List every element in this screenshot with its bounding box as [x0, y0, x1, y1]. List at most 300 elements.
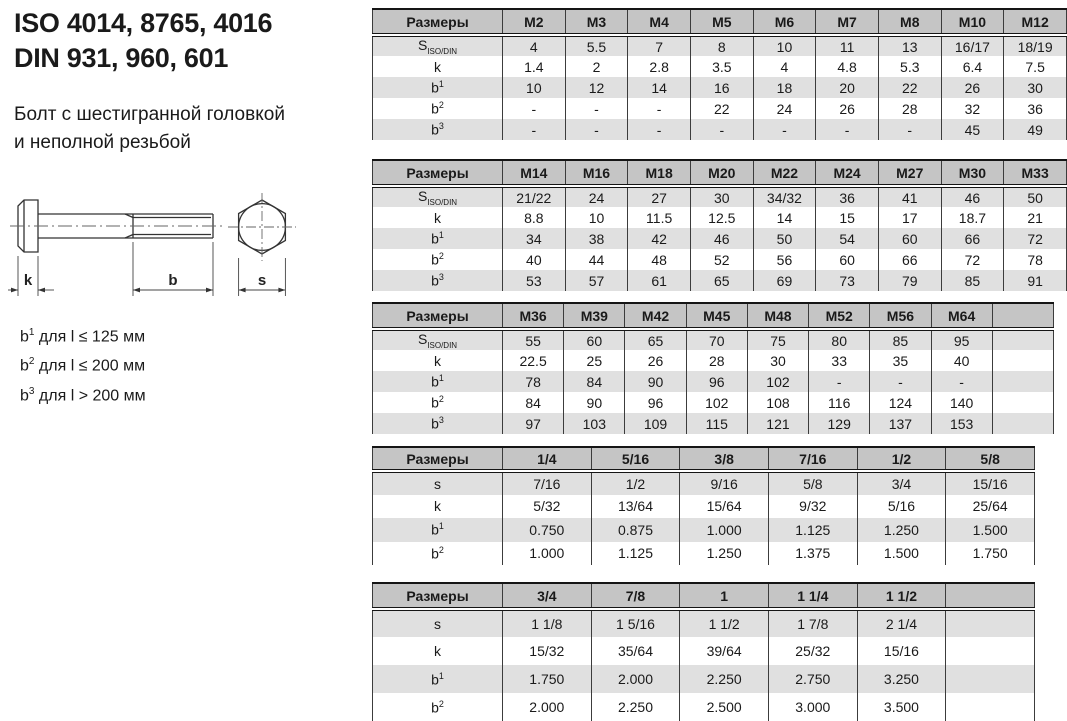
- value-cell: 10: [503, 77, 566, 98]
- value-cell: 41: [878, 186, 941, 207]
- value-cell-empty: [992, 350, 1053, 371]
- header-cell: M4: [628, 9, 691, 35]
- table-row: [373, 249, 1067, 270]
- row-label-cell: k: [434, 58, 441, 75]
- value-cell: 1.750: [503, 665, 592, 693]
- footnotes: [20, 320, 146, 408]
- header-cell: 3/8: [680, 447, 769, 471]
- value-cell: 42: [628, 228, 691, 249]
- value-cell: 1 5/16: [591, 609, 680, 637]
- value-cell: 2.750: [768, 665, 857, 693]
- value-cell: -: [565, 98, 628, 119]
- table-header-row: [373, 303, 1054, 329]
- value-cell: 60: [564, 329, 625, 350]
- value-cell: 49: [1004, 119, 1067, 140]
- value-cell: -: [690, 119, 753, 140]
- value-cell: 14: [628, 77, 691, 98]
- header-cell: M12: [1004, 9, 1067, 35]
- value-cell: 65: [625, 329, 686, 350]
- value-cell: 45: [941, 119, 1004, 140]
- value-cell: 36: [816, 186, 879, 207]
- footnote-b1: [20, 320, 146, 349]
- value-cell: 1 1/8: [503, 609, 592, 637]
- footnote-text: для l ≤ 200 мм: [34, 357, 146, 375]
- value-cell: 1.250: [857, 518, 946, 542]
- value-cell: 90: [625, 371, 686, 392]
- value-cell: 73: [816, 270, 879, 291]
- header-cell: M20: [690, 160, 753, 186]
- header-cell: M10: [941, 9, 1004, 35]
- value-cell: 91: [1004, 270, 1067, 291]
- dimension-table-1: [372, 8, 1067, 140]
- value-cell: 8.8: [503, 207, 566, 228]
- value-cell: 22: [878, 77, 941, 98]
- value-cell: 53: [503, 270, 566, 291]
- value-cell: 15: [816, 207, 879, 228]
- value-cell: 129: [809, 413, 870, 434]
- header-cell: M6: [753, 9, 816, 35]
- value-cell: 50: [1004, 186, 1067, 207]
- header-cell: M27: [878, 160, 941, 186]
- value-cell: 40: [931, 350, 992, 371]
- value-cell: 9/32: [768, 495, 857, 519]
- row-label-cell: $b^2$: [431, 698, 444, 716]
- value-cell: 25: [564, 350, 625, 371]
- value-cell: 2.250: [591, 693, 680, 721]
- header-cell: 3/4: [503, 583, 592, 609]
- header-cell: 1/4: [503, 447, 592, 471]
- row-label-cell: $S_{ISO/DIN}$: [373, 329, 503, 350]
- value-cell: 15/64: [680, 495, 769, 519]
- value-cell: -: [503, 119, 566, 140]
- value-cell: 96: [686, 371, 747, 392]
- value-cell: 10: [565, 207, 628, 228]
- value-cell: 5/32: [503, 495, 592, 519]
- value-cell: 5.5: [565, 35, 628, 56]
- left-column: [14, 6, 366, 157]
- value-cell: 97: [503, 413, 564, 434]
- table-row: [373, 471, 1035, 495]
- standard-title: [14, 6, 366, 76]
- value-cell: 27: [628, 186, 691, 207]
- value-cell: 30: [747, 350, 808, 371]
- value-cell: 1.000: [680, 518, 769, 542]
- value-cell: 18.7: [941, 207, 1004, 228]
- footnote-text: для l > 200 мм: [34, 386, 146, 404]
- value-cell: 66: [941, 228, 1004, 249]
- header-cell: M52: [809, 303, 870, 329]
- table-row: [373, 350, 1054, 371]
- table-row: [373, 371, 1054, 392]
- header-cell: 5/8: [946, 447, 1035, 471]
- header-cell: M39: [564, 303, 625, 329]
- value-cell-empty: [946, 693, 1035, 721]
- value-cell: 34: [503, 228, 566, 249]
- value-cell: 14: [753, 207, 816, 228]
- row-label-cell: $b^1$: [373, 665, 503, 693]
- value-cell: 84: [503, 392, 564, 413]
- value-cell: 35/64: [591, 637, 680, 665]
- value-cell: 72: [1004, 228, 1067, 249]
- value-cell: 153: [931, 413, 992, 434]
- value-cell: 38: [565, 228, 628, 249]
- header-cell: M42: [625, 303, 686, 329]
- tables-column: [372, 8, 1067, 721]
- value-cell: 2.8: [628, 56, 691, 77]
- value-cell-empty: [992, 392, 1053, 413]
- value-cell: 28: [686, 350, 747, 371]
- header-cell: M5: [690, 9, 753, 35]
- table-row: [373, 228, 1067, 249]
- k-dimension-label: k: [23, 272, 33, 289]
- value-cell: 78: [503, 371, 564, 392]
- dimension-table-3: [372, 302, 1054, 434]
- value-cell-empty: [946, 609, 1035, 637]
- row-label-cell: $b^3$: [373, 119, 503, 140]
- dimension-table-4: [372, 446, 1035, 565]
- value-cell-empty: [992, 329, 1053, 350]
- header-cell-empty: [946, 583, 1035, 609]
- value-cell: 0.875: [591, 518, 680, 542]
- table-header-row: [373, 9, 1067, 35]
- header-cell: 1: [680, 583, 769, 609]
- row-label-cell: k: [434, 352, 441, 369]
- value-cell: 2.500: [680, 693, 769, 721]
- value-cell: 52: [690, 249, 753, 270]
- value-cell: 13/64: [591, 495, 680, 519]
- value-cell: 95: [931, 329, 992, 350]
- dimension-table-2: [372, 159, 1067, 291]
- value-cell: 35: [870, 350, 931, 371]
- value-cell: 26: [625, 350, 686, 371]
- table-row: [373, 35, 1067, 56]
- header-cell: M30: [941, 160, 1004, 186]
- footnote-symbol: b: [20, 386, 29, 404]
- value-cell: 4: [753, 56, 816, 77]
- value-cell: 5/8: [768, 471, 857, 495]
- value-cell: 85: [870, 329, 931, 350]
- product-description: [14, 101, 366, 157]
- row-label-cell: $b^3$: [373, 270, 503, 291]
- value-cell: 2.000: [591, 665, 680, 693]
- value-cell: 137: [870, 413, 931, 434]
- value-cell: -: [870, 371, 931, 392]
- value-cell: 1.125: [591, 542, 680, 566]
- header-cell: M33: [1004, 160, 1067, 186]
- header-cell: M48: [747, 303, 808, 329]
- value-cell-empty: [992, 371, 1053, 392]
- value-cell: 39/64: [680, 637, 769, 665]
- header-cell: Размеры: [373, 303, 503, 329]
- value-cell: 2.000: [503, 693, 592, 721]
- value-cell: 3.250: [857, 665, 946, 693]
- value-cell: -: [565, 119, 628, 140]
- value-cell: 5/16: [857, 495, 946, 519]
- value-cell: 0.750: [503, 518, 592, 542]
- value-cell: 140: [931, 392, 992, 413]
- value-cell: 26: [816, 98, 879, 119]
- value-cell: 108: [747, 392, 808, 413]
- header-cell: Размеры: [373, 447, 503, 471]
- value-cell: -: [628, 98, 691, 119]
- header-cell: M18: [628, 160, 691, 186]
- table-row: [373, 77, 1067, 98]
- header-cell: 7/16: [768, 447, 857, 471]
- value-cell: 60: [878, 228, 941, 249]
- value-cell: 115: [686, 413, 747, 434]
- header-cell: M7: [816, 9, 879, 35]
- value-cell: 7: [628, 35, 691, 56]
- value-cell: 3.5: [690, 56, 753, 77]
- row-label-cell: $b^2$: [431, 100, 444, 117]
- value-cell: 16/17: [941, 35, 1004, 56]
- value-cell: 10: [753, 35, 816, 56]
- table-row: [373, 542, 1035, 566]
- table-row: [373, 609, 1035, 637]
- value-cell: -: [753, 119, 816, 140]
- value-cell: 44: [565, 249, 628, 270]
- value-cell: 55: [503, 329, 564, 350]
- footnote-text: для l ≤ 125 мм: [34, 328, 146, 346]
- table-row: [373, 270, 1067, 291]
- value-cell-empty: [946, 665, 1035, 693]
- value-cell: 7.5: [1004, 56, 1067, 77]
- header-cell: M16: [565, 160, 628, 186]
- header-cell: M22: [753, 160, 816, 186]
- header-cell: Размеры: [373, 160, 503, 186]
- value-cell: 9/16: [680, 471, 769, 495]
- value-cell: 32: [941, 98, 1004, 119]
- value-cell: 60: [816, 249, 879, 270]
- value-cell: 15/16: [946, 471, 1035, 495]
- value-cell: 15/16: [857, 637, 946, 665]
- value-cell: 75: [747, 329, 808, 350]
- value-cell: 7/16: [503, 471, 592, 495]
- value-cell: 79: [878, 270, 941, 291]
- row-label-cell: $b^2$: [431, 251, 444, 268]
- value-cell: 1.500: [946, 518, 1035, 542]
- value-cell: 4: [503, 35, 566, 56]
- value-cell-empty: [992, 413, 1053, 434]
- value-cell: 3.500: [857, 693, 946, 721]
- header-cell: M64: [931, 303, 992, 329]
- value-cell: 28: [878, 98, 941, 119]
- value-cell: 48: [628, 249, 691, 270]
- header-cell: M45: [686, 303, 747, 329]
- s-dimension-label: s: [257, 272, 267, 289]
- header-cell: M8: [878, 9, 941, 35]
- footnote-sup: 1: [28, 327, 35, 338]
- header-cell: M3: [565, 9, 628, 35]
- row-label-cell: $b^3$: [373, 413, 503, 434]
- value-cell: 25/64: [946, 495, 1035, 519]
- value-cell: -: [503, 98, 566, 119]
- header-cell: M2: [503, 9, 566, 35]
- value-cell: 84: [564, 371, 625, 392]
- value-cell: -: [878, 119, 941, 140]
- value-cell: 116: [809, 392, 870, 413]
- table-header-row: [373, 160, 1067, 186]
- row-label-cell: $b^2$: [431, 394, 444, 411]
- header-cell: Размеры: [373, 9, 503, 35]
- value-cell: 121: [747, 413, 808, 434]
- value-cell: 15/32: [503, 637, 592, 665]
- header-cell: 5/16: [591, 447, 680, 471]
- value-cell: 1 7/8: [768, 609, 857, 637]
- value-cell: 1.750: [946, 542, 1035, 566]
- row-label-cell: $b^1$: [373, 77, 503, 98]
- value-cell: 103: [564, 413, 625, 434]
- value-cell: 1/2: [591, 471, 680, 495]
- header-cell: M24: [816, 160, 879, 186]
- value-cell: 30: [690, 186, 753, 207]
- value-cell: 78: [1004, 249, 1067, 270]
- value-cell: 30: [1004, 77, 1067, 98]
- value-cell: 46: [690, 228, 753, 249]
- footnote-sup: 2: [28, 356, 35, 368]
- value-cell: 69: [753, 270, 816, 291]
- description-line-1: Болт с шестигранной головкой: [14, 104, 285, 125]
- header-cell: 1/2: [857, 447, 946, 471]
- table-row: [373, 637, 1035, 665]
- row-label-cell: $S_{ISO/DIN}$: [373, 35, 503, 56]
- value-cell: 1.125: [768, 518, 857, 542]
- row-label-cell: s: [373, 609, 503, 637]
- header-cell-empty: [992, 303, 1053, 329]
- value-cell: 102: [747, 371, 808, 392]
- value-cell: 16: [690, 77, 753, 98]
- value-cell: 20: [816, 77, 879, 98]
- header-cell: Размеры: [373, 583, 503, 609]
- header-cell: 1 1/4: [768, 583, 857, 609]
- value-cell: 5.3: [878, 56, 941, 77]
- footnote-b3: [20, 379, 146, 408]
- value-cell: 11: [816, 35, 879, 56]
- value-cell: 12.5: [690, 207, 753, 228]
- description-line-2: и неполной резьбой: [14, 132, 191, 153]
- header-cell: M56: [870, 303, 931, 329]
- value-cell-empty: [946, 637, 1035, 665]
- value-cell: 18/19: [1004, 35, 1067, 56]
- value-cell: 1.500: [857, 542, 946, 566]
- value-cell: 22.5: [503, 350, 564, 371]
- dimension-lines: [8, 242, 285, 296]
- value-cell: 1.375: [768, 542, 857, 566]
- value-cell: 70: [686, 329, 747, 350]
- row-label-cell: k: [434, 209, 441, 226]
- footnote-b2: [20, 349, 146, 378]
- value-cell: 34/32: [753, 186, 816, 207]
- value-cell: -: [628, 119, 691, 140]
- table-row: [373, 413, 1054, 434]
- value-cell: 4.8: [816, 56, 879, 77]
- value-cell: 18: [753, 77, 816, 98]
- table-row: [373, 56, 1067, 77]
- row-label-cell: $b^1$: [373, 518, 503, 542]
- value-cell: 21/22: [503, 186, 566, 207]
- table-header-row: [373, 583, 1035, 609]
- table-row: [373, 98, 1067, 119]
- header-cell: 7/8: [591, 583, 680, 609]
- value-cell: -: [809, 371, 870, 392]
- value-cell: 56: [753, 249, 816, 270]
- value-cell: 11.5: [628, 207, 691, 228]
- value-cell: 40: [503, 249, 566, 270]
- table-row: [373, 665, 1035, 693]
- header-cell: 1 1/2: [857, 583, 946, 609]
- table-row: [373, 207, 1067, 228]
- value-cell: 50: [753, 228, 816, 249]
- value-cell: 8: [690, 35, 753, 56]
- b-dimension-label: b: [168, 272, 178, 289]
- dimension-table-5: [372, 582, 1035, 721]
- value-cell: 124: [870, 392, 931, 413]
- value-cell: -: [816, 119, 879, 140]
- header-cell: M36: [503, 303, 564, 329]
- value-cell: 36: [1004, 98, 1067, 119]
- row-label-cell: k: [434, 498, 441, 515]
- table-header-row: [373, 447, 1035, 471]
- value-cell: 2: [565, 56, 628, 77]
- value-cell: 1 1/2: [680, 609, 769, 637]
- footnote-symbol: b: [20, 328, 29, 346]
- value-cell: 22: [690, 98, 753, 119]
- value-cell: 96: [625, 392, 686, 413]
- value-cell: 24: [753, 98, 816, 119]
- value-cell: 90: [564, 392, 625, 413]
- value-cell: 3/4: [857, 471, 946, 495]
- value-cell: 33: [809, 350, 870, 371]
- row-label-cell: $b^2$: [431, 544, 444, 562]
- value-cell: 66: [878, 249, 941, 270]
- value-cell: -: [931, 371, 992, 392]
- value-cell: 80: [809, 329, 870, 350]
- value-cell: 85: [941, 270, 1004, 291]
- value-cell: 109: [625, 413, 686, 434]
- bolt-technical-drawing: [8, 190, 318, 305]
- footnote-sup: 3: [28, 385, 35, 397]
- value-cell: 1.000: [503, 542, 592, 566]
- iso-title-line: ISO 4014, 8765, 4016: [14, 8, 273, 38]
- table-row: [373, 392, 1054, 413]
- value-cell: 61: [628, 270, 691, 291]
- value-cell: 24: [565, 186, 628, 207]
- table-row: [373, 495, 1035, 519]
- value-cell: 65: [690, 270, 753, 291]
- header-cell: M14: [503, 160, 566, 186]
- footnote-symbol: b: [20, 357, 29, 375]
- value-cell: 54: [816, 228, 879, 249]
- row-label-cell: k: [434, 643, 441, 659]
- table-row: [373, 329, 1054, 350]
- value-cell: 1.4: [503, 56, 566, 77]
- row-label-cell: $b^1$: [373, 228, 503, 249]
- row-label-cell: $S_{ISO/DIN}$: [373, 186, 503, 207]
- value-cell: 2 1/4: [857, 609, 946, 637]
- value-cell: 17: [878, 207, 941, 228]
- value-cell: 25/32: [768, 637, 857, 665]
- value-cell: 46: [941, 186, 1004, 207]
- din-title-line: DIN 931, 960, 601: [14, 43, 229, 73]
- value-cell: 1.250: [680, 542, 769, 566]
- value-cell: 13: [878, 35, 941, 56]
- value-cell: 2.250: [680, 665, 769, 693]
- table-row: [373, 186, 1067, 207]
- value-cell: 6.4: [941, 56, 1004, 77]
- value-cell: 26: [941, 77, 1004, 98]
- value-cell: 21: [1004, 207, 1067, 228]
- table-row: [373, 119, 1067, 140]
